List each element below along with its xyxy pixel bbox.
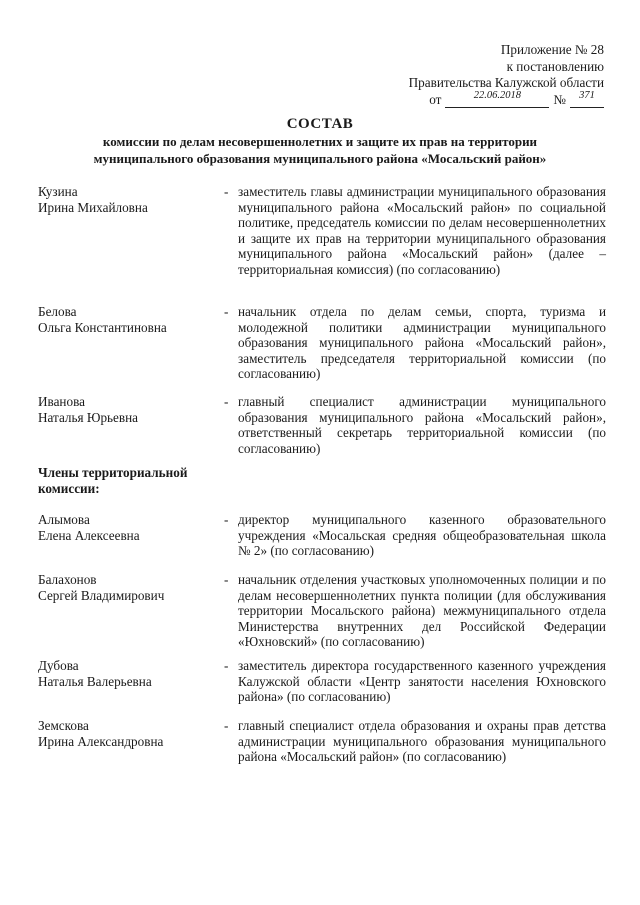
dash-separator: - [224, 394, 229, 409]
title-line-2: муниципального образования муниципального района «Мосальский район» [93, 150, 547, 166]
dash-separator: - [224, 304, 229, 319]
date-value: 22.06.2018 [473, 90, 522, 101]
person-name [38, 184, 218, 215]
page-title: СОСТАВ [286, 116, 354, 132]
surname: Белова [38, 304, 77, 319]
given-name: Ирина Михайловна [38, 199, 148, 215]
surname: Алымова [38, 512, 90, 527]
number-label: № [553, 91, 566, 107]
given-name: Наталья Валерьевна [38, 673, 152, 689]
given-name: Ольга Константиновна [38, 319, 167, 335]
members-heading: Члены территориальной комиссии: [38, 465, 188, 496]
appendix-government: Правительства Калужской области [408, 75, 604, 90]
person-name [38, 394, 218, 425]
dash-separator: - [224, 658, 229, 673]
surname: Земскова [38, 718, 89, 733]
dash-separator: - [224, 184, 229, 199]
person-name [38, 304, 218, 335]
surname: Балахонов [38, 572, 97, 587]
person-name [38, 512, 218, 543]
from-label: от [429, 91, 442, 107]
person-description: директор муниципального казенного образовательного учреждения «Мосальская средняя общеобразовательная школа № 2» (по согласованию) [238, 512, 606, 559]
person-description: заместитель главы администрации муниципального образования муниципального района «Мосальский район» по социальной политике, председатель комиссии по делам несовершеннолетних и защите их прав на территории муниципального образования муниципального района «Мосальский район» (далее – территориальная комиссия) (по согласованию) [238, 184, 606, 277]
number-blank [570, 92, 604, 108]
person-name [38, 572, 218, 603]
title-line-1: комиссии по делам несовершеннолетних и защите их прав на территории [102, 134, 538, 149]
person-description: начальник отдела по делам семьи, спорта, туризма и молодежной политики администрации муниципального образования муниципального района «Мосальский район», заместитель председателя территориальной комиссии (по согласованию) [238, 304, 606, 382]
dash-separator: - [224, 718, 229, 733]
document-heading [0, 115, 640, 167]
person-description: главный специалист администрации муниципального образования муниципального района «Мосальский район», ответственный секретарь территориальной комиссии (по согласованию) [238, 394, 606, 456]
dash-separator: - [224, 512, 229, 527]
given-name: Елена Алексеевна [38, 527, 140, 543]
surname: Кузина [38, 184, 78, 199]
dash-separator: - [224, 572, 229, 587]
person-name [38, 718, 218, 749]
surname: Дубова [38, 658, 79, 673]
person-name [38, 658, 218, 689]
appendix-resolution: к постановлению [506, 58, 604, 74]
appendix-number: Приложение № 28 [500, 42, 604, 57]
appendix-header [344, 42, 604, 108]
date-blank [445, 92, 549, 108]
given-name: Наталья Юрьевна [38, 409, 139, 425]
surname: Иванова [38, 394, 85, 409]
appendix-date-row [344, 92, 604, 109]
person-description: заместитель директора государственного казенного учреждения Калужской области «Центр занятости населения Юхновского района» (по согласованию) [238, 658, 606, 705]
given-name: Сергей Владимирович [38, 587, 165, 603]
person-description: главный специалист отдела образования и охраны прав детства администрации муниципального образования муниципального района «Мосальский район» (по согласованию) [238, 718, 606, 765]
given-name: Ирина Александровна [38, 733, 164, 749]
person-description: начальник отделения участковых уполномоченных полиции и по делам несовершеннолетних пункта полиции (для обслуживания территории Мосальского района) межмуниципального отдела Министерства внутренних дел Российской Федерации «Юхновский» (по согласованию) [238, 572, 606, 650]
number-value: 371 [579, 90, 595, 101]
